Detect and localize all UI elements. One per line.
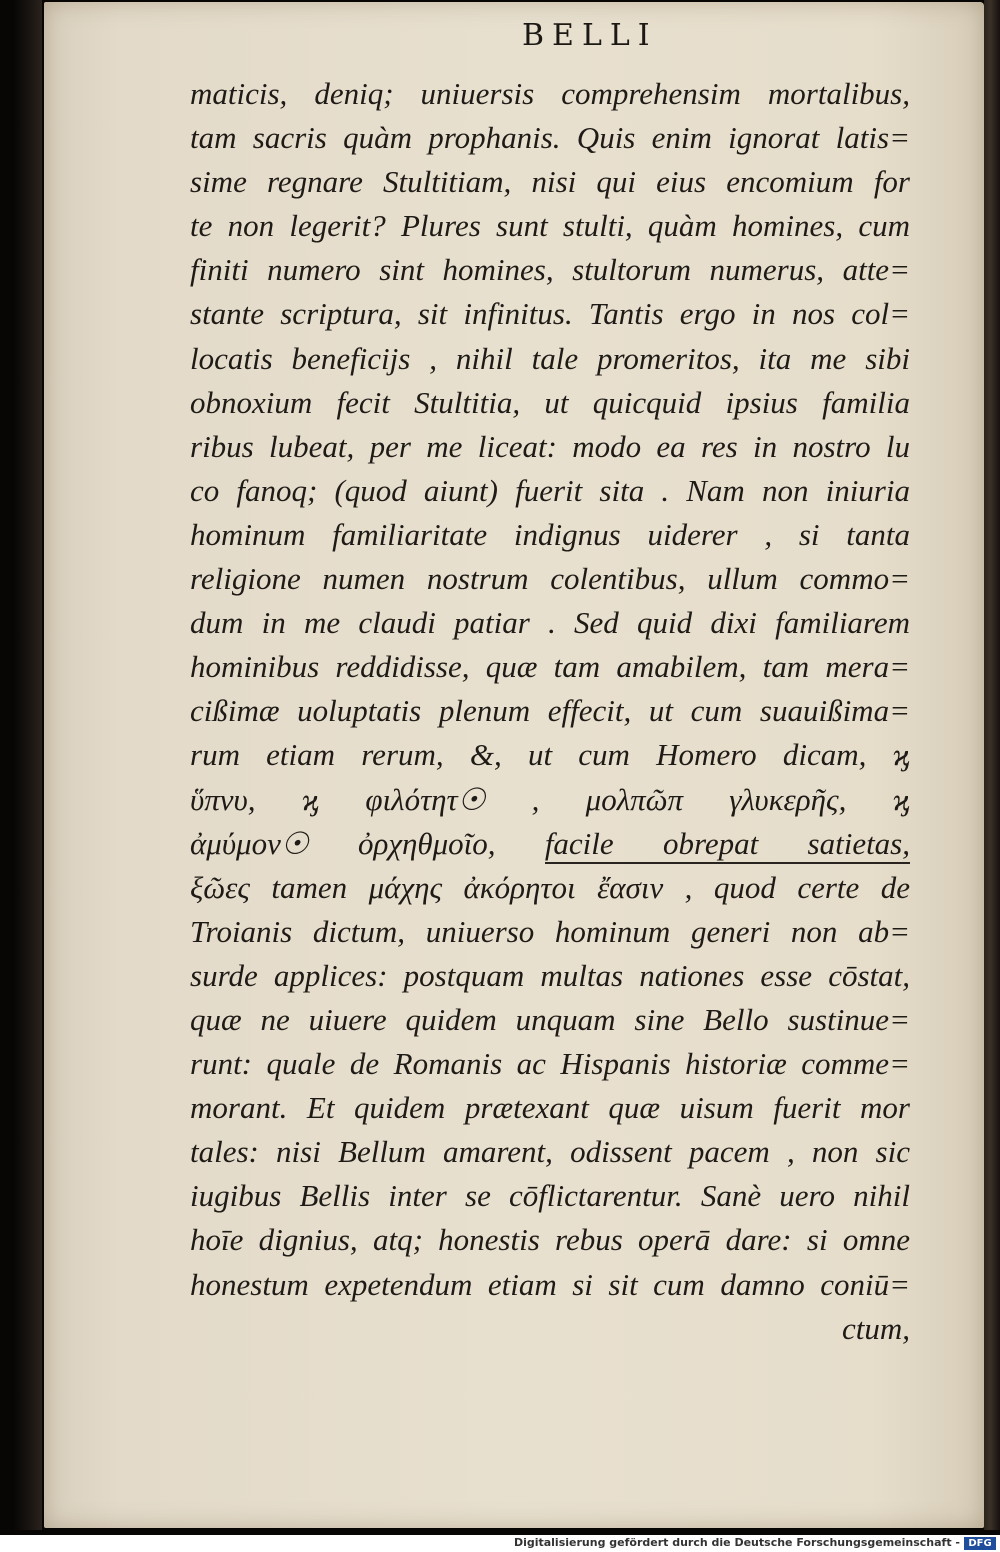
text-line: honestum expetendum etiam si sit cum damno coniū= (190, 1266, 910, 1302)
book-binding-edge (12, 0, 42, 1530)
text-line: religione numen nostrum colentibus, ullum commo= (190, 561, 910, 597)
greek-fragment: ἀμύμον☉ ὀρχηθμοῖο, (190, 825, 496, 861)
funding-credit: Digitalisierung gefördert durch die Deutsche Forschungsgemeinschaft - (513, 1536, 960, 1549)
text-line: tam sacris quàm prophanis. Quis enim ignorat latis= (190, 120, 910, 156)
text-line: hominibus reddidisse, quæ tam amabilem, tam mera= (190, 649, 910, 685)
text-block (190, 72, 910, 1351)
text-line: co fanoq; (quod aiunt) fuerit sita . Nam non iniuria (190, 472, 910, 508)
footer-bar (0, 1535, 1000, 1552)
text-line: dum in me claudi patiar . Sed quid dixi familiarem (190, 605, 910, 641)
text-line: runt: quale de Romanis ac Hispanis historiæ comme= (190, 1046, 910, 1082)
running-head: BELLI (522, 18, 658, 53)
text-line: hoīe dignius, atq; honestis rebus operā dare: si omne (190, 1222, 910, 1258)
text-line: locatis beneficijs , nihil tale promeritos, ita me sibi (190, 340, 910, 376)
text-line: tales: nisi Bellum amarent, odissent pacem , non sic (190, 1134, 910, 1170)
text-line: morant. Et quidem prætexant quæ uisum fuerit mor (190, 1090, 910, 1126)
text-line: Troianis dictum, uniuerso hominum generi non ab= (190, 913, 910, 949)
text-line: rum etiam rerum, &, ut cum Homero dicam, ϗ (190, 737, 910, 773)
text-line: stante scriptura, sit infinitus. Tantis ergo in nos col= (190, 296, 910, 332)
text-line: obnoxium fecit Stultitia, ut quicquid ipsius familia (190, 384, 910, 420)
text-line: te non legerit? Plures sunt stulti, quàm homines, cum (190, 208, 910, 244)
text-line: hominum familiaritate indignus uiderer , si tanta (190, 516, 910, 552)
text-line: cißimæ uoluptatis plenum effecit, ut cum suauißima= (190, 693, 910, 729)
text-line: quæ ne uiuere quidem unquam sine Bello sustinue= (190, 1001, 910, 1037)
text-line: ribus lubeat, per me liceat: modo ea res in nostro lu (190, 428, 910, 464)
greek-line-with-underline (190, 822, 910, 866)
dfg-logo: DFG (964, 1537, 996, 1550)
text-line: iugibus Bellis inter se cōflictarentur. Sanè uero nihil (190, 1178, 910, 1214)
greek-line: ὕπνυ, ϗ φιλότητ☉ , μολπῶπ γλυκερῆς, ϗ (190, 781, 910, 817)
page-stack-edge (984, 0, 1000, 1530)
text-line: sime regnare Stultitiam, nisi qui eius encomium for (190, 164, 910, 200)
underlined-phrase: facile obrepat satietas, (545, 826, 910, 864)
catchword: ctum, (841, 1310, 910, 1346)
text-line: surde applices: postquam multas nationes esse cōstat, (190, 957, 910, 993)
text-line: finiti numero sint homines, stultorum numerus, atte= (190, 252, 910, 288)
text-line: maticis, deniq; uniuersis comprehensim mortalibus, (190, 76, 910, 111)
text-line: ξῶες tamen μάχης ἀκόρητοι ἔασιν , quod certe de (190, 869, 910, 905)
